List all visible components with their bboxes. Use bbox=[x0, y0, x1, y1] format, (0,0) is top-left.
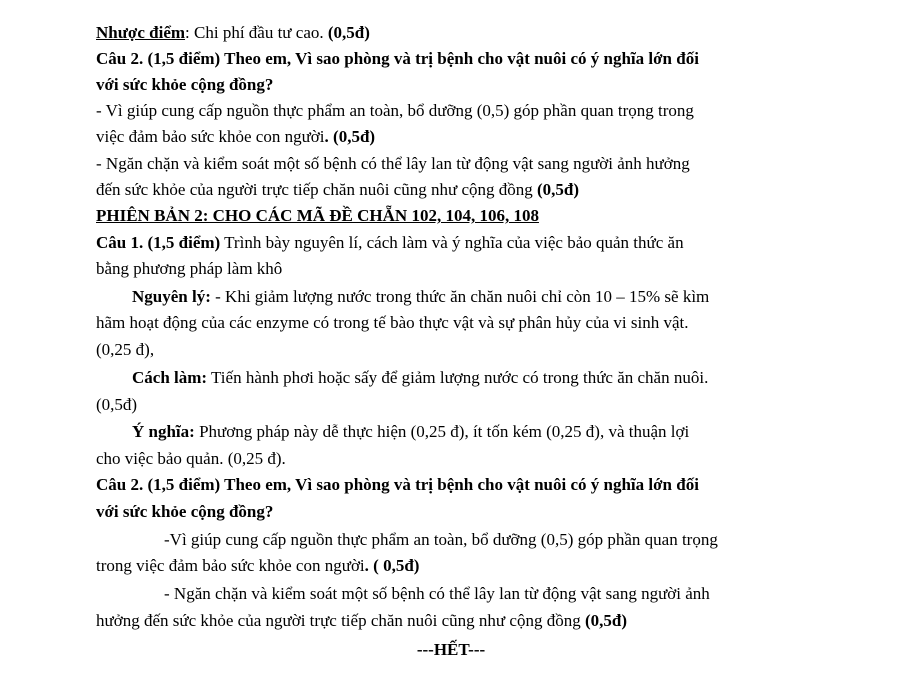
method-score: (0,5đ) bbox=[96, 395, 138, 414]
answer-line bbox=[96, 610, 627, 632]
score: . (0,5đ) bbox=[324, 127, 376, 146]
meaning-line bbox=[132, 421, 689, 443]
meaning-line-cont: cho việc bảo quản. (0,25 đ). bbox=[96, 449, 286, 468]
question-2-heading-cont: với sức khỏe cộng đồng? bbox=[96, 75, 274, 94]
score: . ( 0,5đ) bbox=[364, 556, 420, 575]
answer-line bbox=[96, 555, 419, 577]
principle-label: Nguyên lý: bbox=[132, 287, 211, 306]
version-2-heading: PHIÊN BẢN 2: CHO CÁC MÃ ĐỀ CHẴN 102, 104, 106, 108 bbox=[96, 206, 539, 225]
principle-line bbox=[132, 286, 709, 308]
score: (0,5đ) bbox=[327, 23, 370, 42]
answer-line: - Ngăn chặn và kiểm soát một số bệnh có thể lây lan từ động vật sang người ảnh bbox=[164, 584, 710, 603]
score: (0,5đ) bbox=[537, 180, 580, 199]
disadvantage-line bbox=[96, 22, 370, 44]
question-1-line bbox=[96, 232, 684, 254]
answer-text: việc đảm bảo sức khỏe con người bbox=[96, 127, 325, 146]
question-2-heading: Câu 2. (1,5 điểm) Theo em, Vì sao phòng và trị bệnh cho vật nuôi có ý nghĩa lớn đối bbox=[96, 49, 699, 68]
answer-line bbox=[96, 126, 375, 148]
answer-text: đến sức khỏe của người trực tiếp chăn nuôi cũng như cộng đồng bbox=[96, 180, 537, 199]
method-line bbox=[132, 367, 708, 389]
question-1-label: Câu 1. (1,5 điểm) bbox=[96, 233, 221, 252]
answer-line: -Vì giúp cung cấp nguồn thực phẩm an toàn, bổ dưỡng (0,5) góp phần quan trọng bbox=[164, 530, 718, 549]
end-marker: ---HẾT--- bbox=[416, 640, 486, 659]
question-2-heading-cont: với sức khỏe cộng đồng? bbox=[96, 502, 274, 521]
question-1-line-cont: bằng phương pháp làm khô bbox=[96, 259, 283, 278]
principle-text: - Khi giảm lượng nước trong thức ăn chăn nuôi chỉ còn 10 – 15% sẽ kìm bbox=[210, 287, 710, 306]
answer-text: hưởng đến sức khỏe của người trực tiếp chăn nuôi cũng như cộng đồng bbox=[96, 611, 585, 630]
question-2-heading: Câu 2. (1,5 điểm) Theo em, Vì sao phòng và trị bệnh cho vật nuôi có ý nghĩa lớn đối bbox=[96, 475, 699, 494]
disadvantage-label: Nhược điểm bbox=[96, 23, 186, 42]
principle-score: (0,25 đ), bbox=[96, 340, 155, 359]
disadvantage-text: : Chi phí đầu tư cao. bbox=[185, 23, 328, 42]
score: (0,5đ) bbox=[584, 611, 627, 630]
answer-line bbox=[96, 179, 579, 201]
answer-text: trong việc đảm bảo sức khỏe con người bbox=[96, 556, 365, 575]
method-text: Tiến hành phơi hoặc sấy để giảm lượng nước có trong thức ăn chăn nuôi. bbox=[207, 368, 709, 387]
meaning-label: Ý nghĩa: bbox=[132, 422, 195, 441]
method-label: Cách làm: bbox=[132, 368, 208, 387]
question-1-text: Trình bày nguyên lí, cách làm và ý nghĩa của việc bảo quản thức ăn bbox=[220, 233, 684, 252]
answer-line: - Vì giúp cung cấp nguồn thực phẩm an toàn, bổ dưỡng (0,5) góp phần quan trọng trong bbox=[96, 101, 694, 120]
answer-line: - Ngăn chặn và kiểm soát một số bệnh có thể lây lan từ động vật sang người ảnh hưởng bbox=[96, 154, 690, 173]
meaning-text: Phương pháp này dễ thực hiện (0,25 đ), ít tốn kém (0,25 đ), và thuận lợi bbox=[194, 422, 690, 441]
principle-line-cont: hãm hoạt động của các enzyme có trong tế bào thực vật và sự phân hủy của vi sinh vật. bbox=[96, 313, 689, 332]
